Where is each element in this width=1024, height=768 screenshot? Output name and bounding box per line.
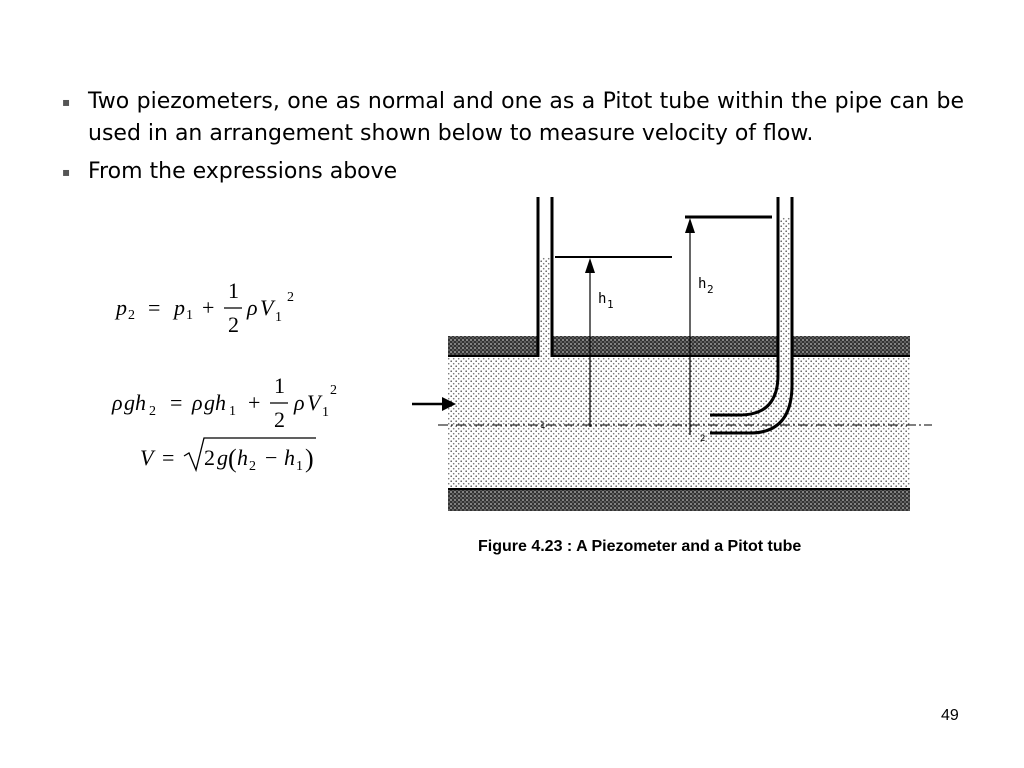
bullet-marker: ▪	[62, 165, 71, 179]
svg-text:=: =	[170, 390, 183, 415]
pipe-bottom-wall	[448, 489, 910, 511]
label-h2: h	[698, 276, 707, 292]
svg-text:1: 1	[322, 405, 329, 420]
svg-text:V: V	[140, 445, 154, 470]
svg-text:+: +	[248, 390, 261, 415]
svg-text:1: 1	[229, 404, 236, 419]
svg-text:2: 2	[204, 445, 215, 470]
equation-2	[111, 373, 337, 432]
formula-block	[110, 270, 350, 490]
svg-text:2: 2	[249, 459, 256, 474]
svg-text:=: =	[162, 445, 175, 470]
svg-text:1: 1	[275, 310, 282, 325]
svg-text:(: (	[228, 444, 237, 473]
bullet-text-2: From the expressions above	[88, 159, 398, 184]
bullet-item-1	[62, 86, 964, 150]
pipe-top-wall-left	[448, 336, 538, 356]
point-1-label: 1	[540, 421, 546, 431]
svg-text:2: 2	[228, 312, 239, 337]
h2-arrowhead	[685, 218, 695, 233]
svg-text:): )	[305, 444, 314, 473]
svg-text:ρ: ρ	[192, 390, 203, 415]
svg-text:ρ: ρ	[294, 390, 305, 415]
svg-text:V: V	[307, 390, 321, 415]
svg-text:1: 1	[186, 308, 193, 323]
svg-text:1: 1	[607, 298, 614, 311]
svg-text:g: g	[217, 445, 228, 470]
svg-text:1: 1	[228, 278, 239, 303]
svg-text:2: 2	[330, 383, 337, 398]
svg-text:+: +	[202, 295, 215, 320]
svg-text:2: 2	[149, 404, 156, 419]
svg-text:h: h	[284, 445, 295, 470]
svg-text:gh: gh	[124, 390, 146, 415]
pipe-top-wall-middle	[552, 336, 778, 356]
svg-text:ρ: ρ	[247, 295, 258, 320]
svg-text:V: V	[260, 295, 274, 320]
bullet-item-2	[62, 156, 964, 188]
svg-text:1: 1	[274, 373, 285, 398]
svg-text:2: 2	[707, 283, 714, 296]
h1-arrowhead	[585, 258, 595, 273]
page-number: 49	[941, 707, 959, 724]
bullet-marker: ▪	[62, 95, 71, 109]
equation-3	[140, 438, 316, 474]
pipe-fluid	[448, 357, 910, 489]
pitot-figure	[410, 195, 940, 520]
svg-text:−: −	[265, 445, 278, 470]
svg-text:ρ: ρ	[112, 390, 123, 415]
equation-1	[114, 278, 294, 337]
label-h1: h	[598, 291, 607, 307]
svg-text:=: =	[148, 295, 161, 320]
bullet-list	[62, 86, 964, 188]
svg-text:h: h	[237, 445, 248, 470]
figure-caption: Figure 4.23 : A Piezometer and a Pitot tube	[478, 538, 802, 555]
svg-text:1: 1	[296, 459, 303, 474]
pipe-top-wall-right	[792, 336, 910, 356]
piezometer-fluid	[540, 257, 550, 357]
svg-text:p: p	[116, 295, 127, 320]
svg-text:gh: gh	[204, 390, 226, 415]
svg-text:2: 2	[274, 407, 285, 432]
point-2-label: 2	[700, 434, 706, 444]
svg-text:2: 2	[128, 308, 135, 323]
svg-text:p: p	[174, 295, 185, 320]
bullet-text-1: Two piezometers, one as normal and one as a Pitot tube within the pipe can be used in an arrangement shown below to measure velocity of flow.	[88, 89, 964, 146]
svg-text:2: 2	[287, 290, 294, 305]
pitot-fluid	[780, 217, 790, 385]
